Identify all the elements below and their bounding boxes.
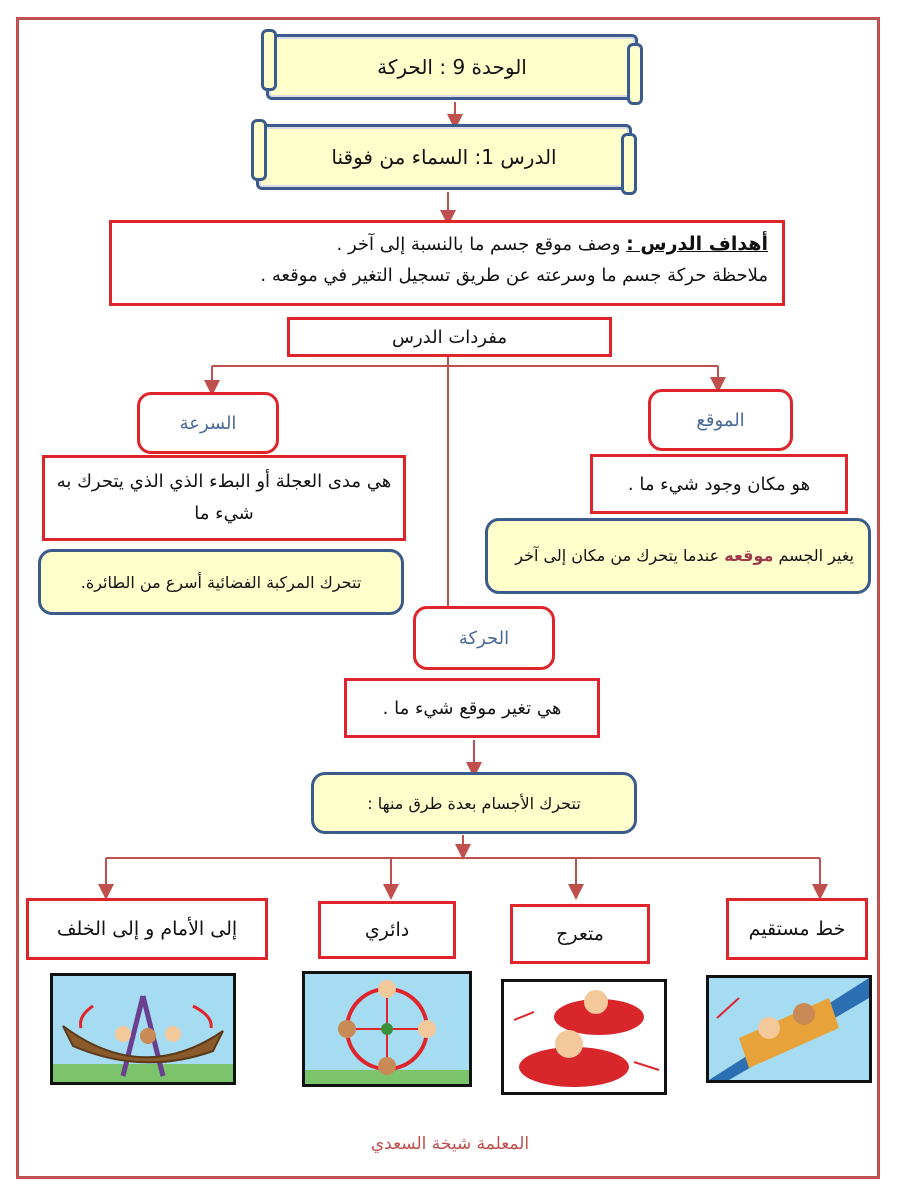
motion-type-zigzag-label: متعرج [556, 923, 604, 945]
speed-definition-text: هي مدى العجلة أو البطء الذي الذي يتحرك به شيء ما [56, 471, 392, 524]
roller-coaster-picture [706, 975, 872, 1083]
motion-type-circular [318, 901, 456, 959]
vocab-title-text: مفردات الدرس [392, 326, 507, 348]
motion-title [413, 606, 555, 670]
motion-title-text: الحركة [458, 627, 510, 649]
goal-1: وصف موقع جسم ما بالنسبة إلى آخر . [336, 234, 621, 255]
motion-type-straight-label: خط مستقيم [748, 918, 846, 940]
goals-label: أهداف الدرس : [626, 233, 768, 255]
motion-type-straight [726, 898, 868, 960]
teacher-signature-text: المعلمة شيخة السعدي [370, 1134, 530, 1154]
speed-title [137, 392, 279, 454]
lesson-goals [109, 220, 785, 306]
swing-boat-picture [50, 973, 236, 1085]
position-example-highlight: موقعه [724, 546, 774, 565]
unit-title [266, 34, 638, 100]
motion-ways [311, 772, 637, 834]
position-title-text: الموقع [696, 409, 745, 431]
speed-example-text: تتحرك المركبة الفضائية أسرع من الطائرة. [80, 572, 362, 592]
motion-ways-text: تتحرك الأجسام بعدة طرق منها : [367, 793, 581, 813]
position-definition-text: هو مكان وجود شيء ما . [627, 473, 811, 495]
ferris-wheel-picture [302, 971, 472, 1087]
vocab-title [287, 317, 612, 357]
bumper-cars-picture [501, 979, 667, 1095]
position-example [485, 518, 871, 594]
position-example-before: يغير الجسم [778, 546, 854, 565]
position-example-after: عندما يتحرك من مكان إلى آخر [515, 546, 720, 565]
motion-definition [344, 678, 600, 738]
motion-type-back-forth-label: إلى الأمام و إلى الخلف [56, 918, 238, 940]
unit-title-text: الوحدة 9 : الحركة [377, 55, 527, 79]
speed-title-text: السرعة [179, 412, 237, 434]
lesson-title-text: الدرس 1: السماء من فوقنا [331, 145, 557, 169]
motion-type-circular-label: دائري [364, 919, 410, 941]
goal-2: ملاحظة حركة جسم ما وسرعته عن طريق تسجيل التغير في موقعه . [260, 265, 768, 286]
motion-definition-text: هي تغير موقع شيء ما . [382, 697, 562, 719]
speed-definition [42, 455, 406, 541]
position-title [648, 389, 793, 451]
teacher-signature [0, 1134, 900, 1154]
motion-type-zigzag [510, 904, 650, 964]
motion-type-back-forth [26, 898, 268, 960]
position-definition [590, 454, 848, 514]
lesson-title [256, 124, 632, 190]
speed-example [38, 549, 404, 615]
